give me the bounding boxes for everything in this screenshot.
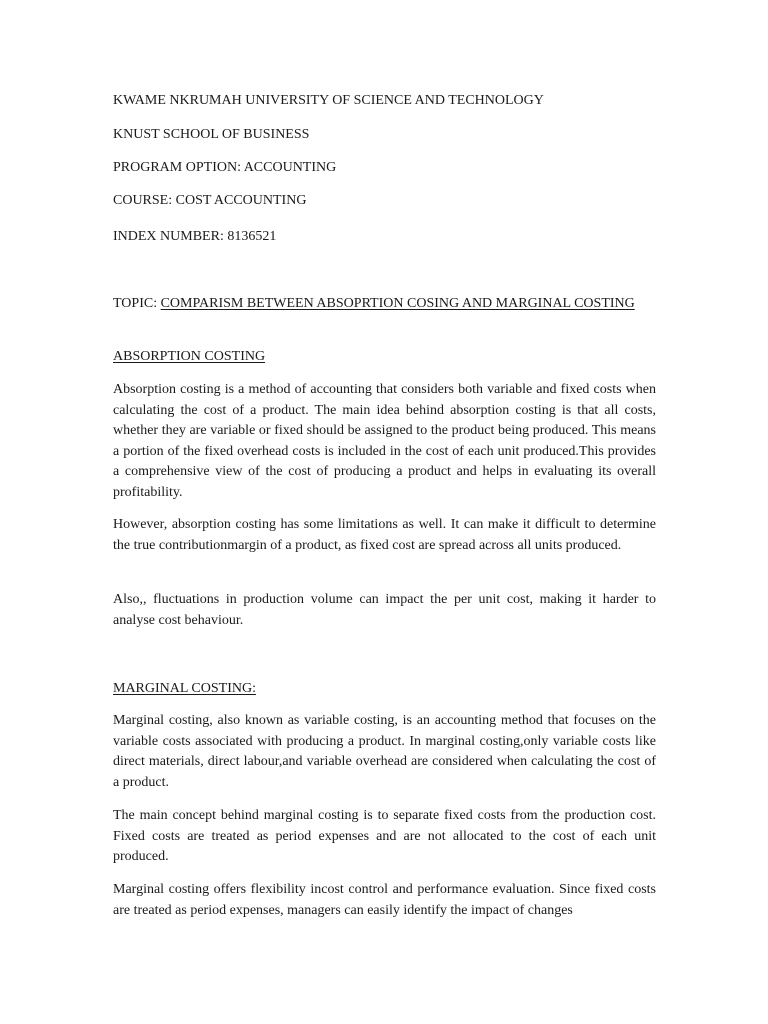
- marginal-paragraph-3: Marginal costing offers flexibility incost control and performance evaluation. Since fixed costs are treated as period expenses, managers can easily identify the impact of changes: [113, 882, 656, 918]
- marginal-heading: MARGINAL COSTING:: [113, 681, 256, 696]
- topic-line: [113, 293, 656, 314]
- absorption-paragraph-2: However, absorption costing has some limitations as well. It can make it difficult to determine the true contributionmargin of a product, as fixed cost are spread across all units produced.: [113, 517, 656, 553]
- absorption-heading: ABSORPTION COSTING: [113, 349, 266, 364]
- absorption-paragraph-3: Also,, fluctuations in production volume can impact the per unit cost, making it harder to analyse cost behaviour.: [113, 592, 656, 628]
- course-name: COURSE: COST ACCOUNTING: [113, 193, 307, 208]
- index-number: INDEX NUMBER: 8136521: [113, 229, 277, 244]
- school-name: KNUST SCHOOL OF BUSINESS: [113, 127, 310, 142]
- marginal-paragraph-1: Marginal costing, also known as variable costing, is an accounting method that focuses on the variable costs associated with producing a product. In marginal costing,only variable costs like direct materials, direct labour,and variable overhead are considered when calculating the cost of a product.: [113, 713, 670, 790]
- university-name: KWAME NKRUMAH UNIVERSITY OF SCIENCE AND TECHNOLOGY: [113, 93, 544, 108]
- program-option: PROGRAM OPTION: ACCOUNTING: [113, 160, 337, 175]
- marginal-paragraph-2: The main concept behind marginal costing is to separate fixed costs from the production cost. Fixed costs are treated as period expenses and are not allocated to the cost of each unit produced.: [113, 808, 656, 864]
- topic-prefix: TOPIC:: [113, 296, 161, 311]
- absorption-paragraph-1: Absorption costing is a method of accounting that considers both variable and fixed costs when calculating the cost of a product. The main idea behind absorption costing is that all costs, whether they are variable or fixed should be assigned to the product being produced. This means a portion of the fixed overhead costs is included in the cost of each unit produced.This provides a comprehensive view of the cost of producing a product and helps in evaluating its overall profitability.: [113, 382, 656, 500]
- topic-title: COMPARISM BETWEEN ABSOPRTION COSING AND MARGINAL COSTING: [160, 296, 635, 311]
